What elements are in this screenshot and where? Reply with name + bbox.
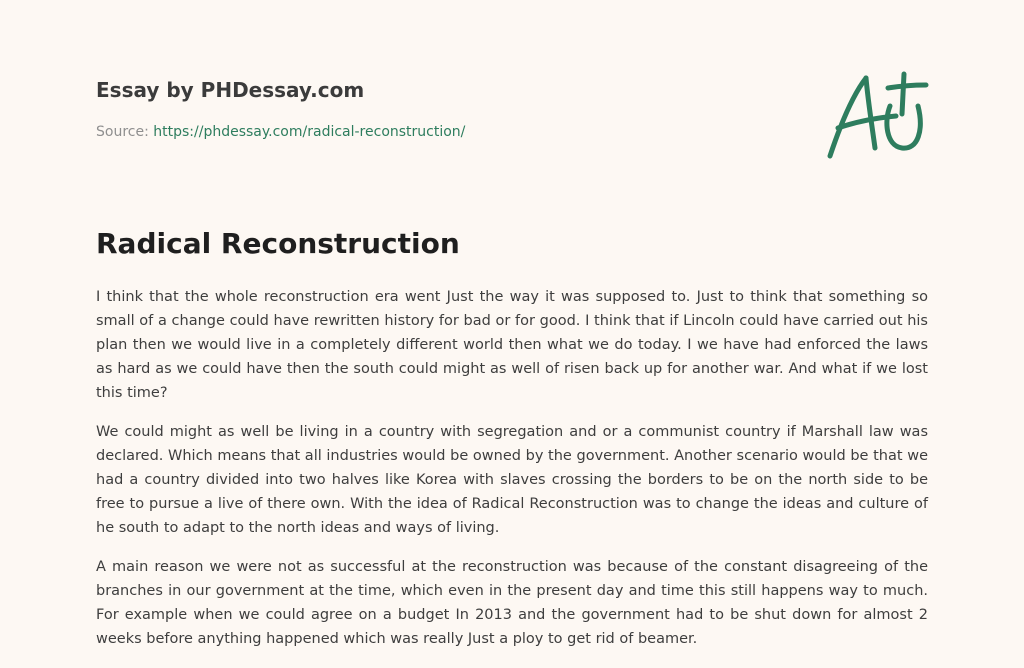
source-line (96, 122, 716, 142)
logo-a-right-stroke (866, 78, 875, 148)
logo-a-left-stroke (830, 78, 866, 156)
essay-body (96, 285, 928, 666)
essay-paragraph: We could might as well be living in a country with segregation and or a communist country if Marshall law was declared. Which means that all industries would be owned by the government. Another scenario would be that we had a country divided into two halves like Korea with slaves crossing the borders to be on the north side to be free to pursue a live of there own. With the idea of Radical Reconstruction was to change the ideas and culture of he south to adapt to the north ideas and ways of living. (96, 424, 928, 536)
a-plus-grade-logo-icon (820, 66, 932, 166)
logo-plus-vertical (902, 74, 904, 114)
source-label: Source: (96, 124, 149, 140)
essay-paragraph: A main reason we were not as successful at the reconstruction was because of the constant disagreeing of the branches in our government at the time, which even in the present day and time this still happens way to much. For example when we could agree on a budget In 2013 and the government had to be shut down for almost 2 weeks before anything happened which was really Just a ploy to get rid of beamer. (96, 559, 928, 647)
source-link[interactable]: https://phdessay.com/radical-reconstruction/ (153, 124, 466, 140)
site-brand: Essay by PHDessay.com (96, 78, 365, 102)
essay-header (96, 76, 716, 142)
essay-title: Radical Reconstruction (96, 227, 460, 260)
logo-plus-horizontal (888, 85, 926, 88)
essay-paragraph: I think that the whole reconstruction era went Just the way it was supposed to. Just to think that something so small of a change could have rewritten history for bad or for good. I think that if Lincoln could have carried out his plan then we would live in a completely different world then what we do today. I we have had enforced the laws as hard as we could have then the south could might as well of risen back up for another war. And what if we lost this time? (96, 289, 928, 401)
